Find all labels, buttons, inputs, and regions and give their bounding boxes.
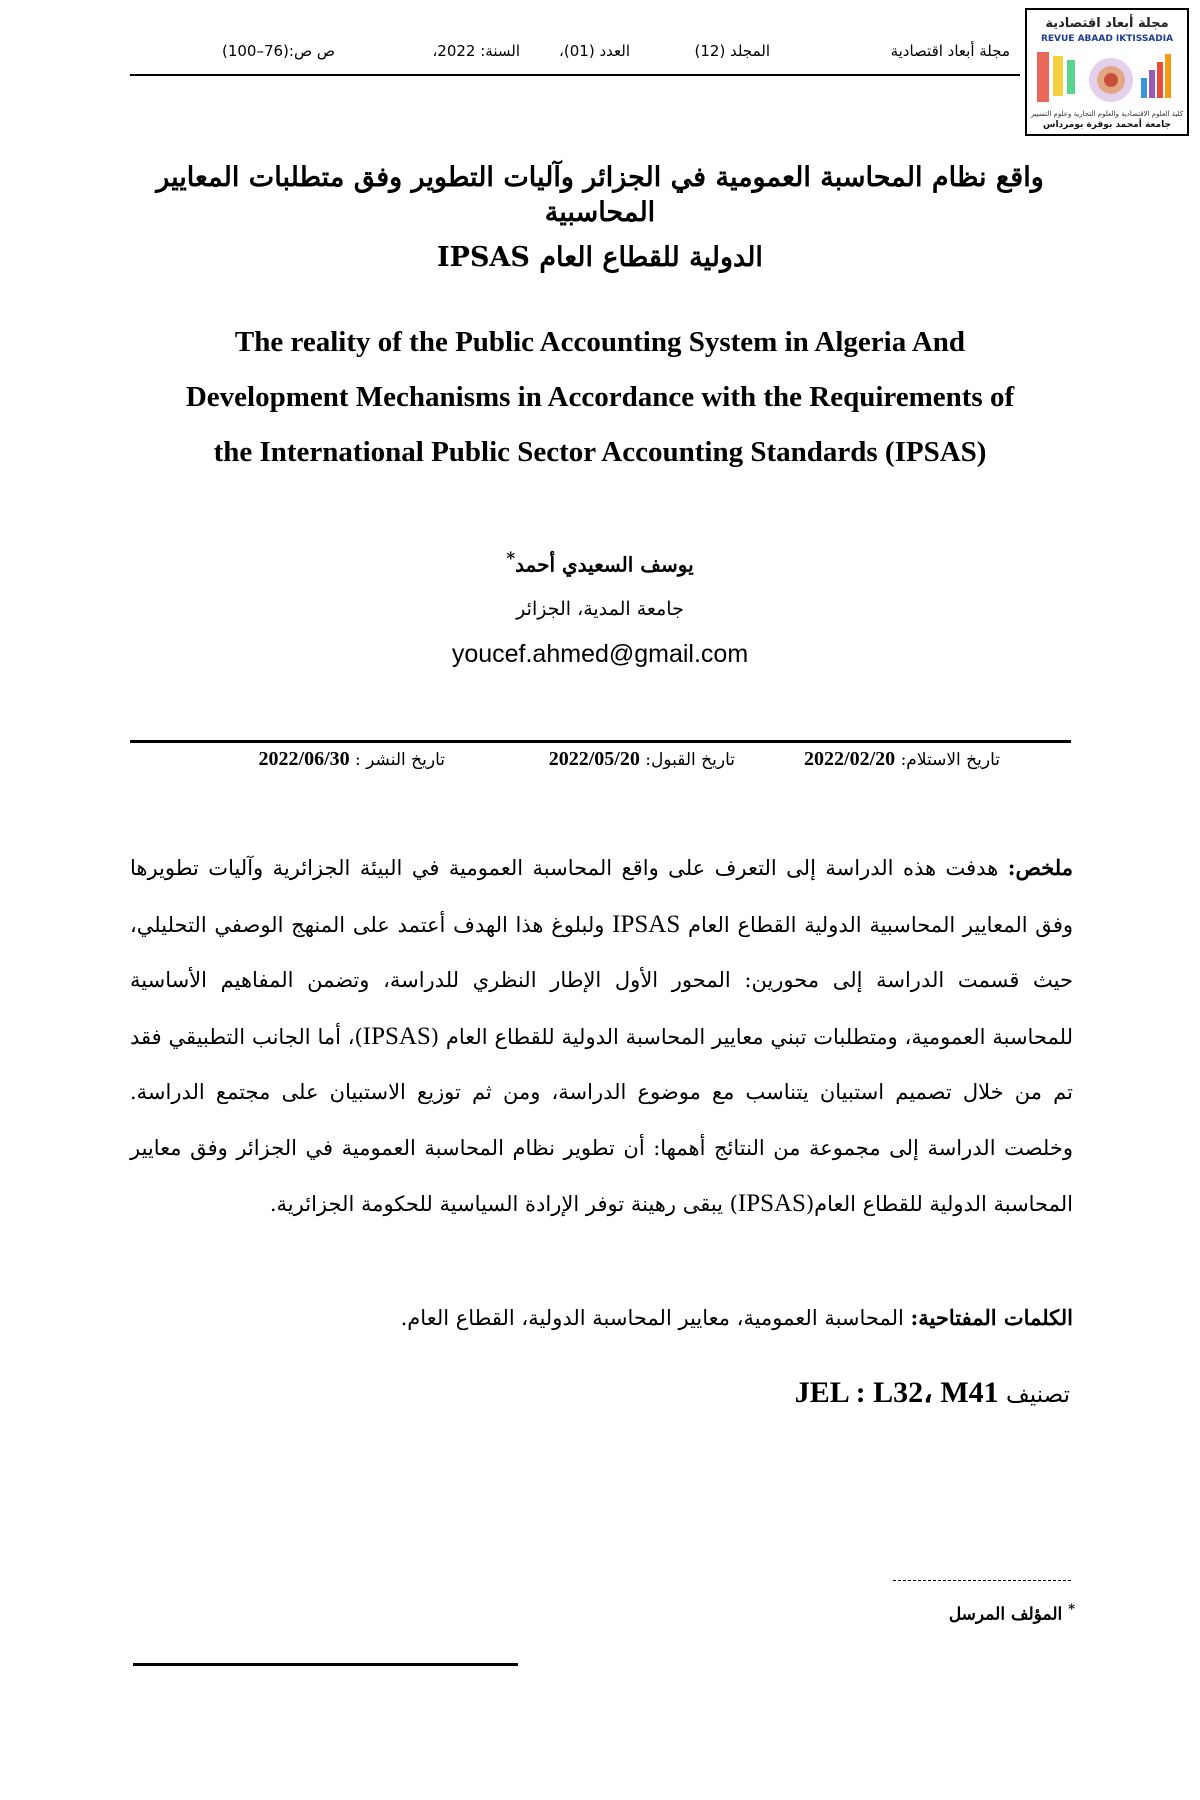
accepted-label: تاريخ القبول: [645, 750, 735, 770]
author-name [0, 548, 1200, 577]
title-ar-line2: الدولية للقطاع العام IPSAS [437, 242, 763, 273]
logo-title-en: REVUE ABAAD IKTISSADIA [1040, 34, 1174, 44]
title-en-line2: Development Mechanisms in Accordance with the Requirements of [185, 381, 1015, 413]
accepted-date [549, 748, 735, 771]
footnote-text: المؤلف المرسل [948, 1604, 1063, 1625]
abstract-label: ملخص: [1007, 855, 1073, 880]
abstract-code-2: IPSAS [362, 1022, 431, 1050]
journal-issue: العدد (01)، [559, 42, 630, 60]
received-date [804, 748, 1000, 771]
published-date [259, 748, 445, 771]
footnote-dashes [893, 1580, 1071, 1581]
abstract-text-3: )، أما الجانب التطبيقي فقد تم من خلال تصميم استبيان يتناسب مع موضوع الدراسة، ومن ثم توزيع الاستبيان على مجتمع الدراسة. وخلصت الدراسة إلى مجموعة من النتائج أهمها: أن تطوير نظام المحاسبة العمومية في الجزائر وفق معايير المحاسبة الدولية للقطاع العام( [130, 1024, 1073, 1216]
journal-logo [1025, 8, 1189, 136]
author-name-text: يوسف السعيدي أحمد [515, 552, 694, 577]
jel-classification [680, 1375, 1070, 1410]
abstract-text-4: ) يبقى رهينة توفر الإرادة السياسية للحكومة الجزائرية. [269, 1192, 738, 1216]
published-value: 2022/06/30 [258, 748, 350, 770]
title-ar-line1: واقع نظام المحاسبة العمومية في الجزائر وآليات التطوير وفق متطلبات المعايير المحاسبية [156, 162, 1044, 229]
abstract-text-1: هدفت هذه الدراسة إلى التعرف على واقع المحاسبة العمومية في البيئة الجزائرية وآليات تطويرها وفق المعايير المحاسبية الدولية القطاع العام [130, 856, 1073, 937]
jel-codes: JEL : L32، M41 [794, 1376, 999, 1409]
keywords-label: الكلمات المفتاحية: [910, 1305, 1073, 1330]
logo-graphic-icon [1033, 48, 1183, 108]
dates-rule [130, 740, 1071, 743]
abstract-text-2: ولبلوغ هذا الهدف أعتمد على المنهج الوصفي التحليلي، حيث قسمت الدراسة إلى محورين: المحور الأول الإطار النظري للدراسة، وتضمن المفاهيم الأساسية للمحاسبة العمومية، ومتطلبات تبني معايير المحاسبة الدولية للقطاع العام ( [130, 912, 1073, 1049]
author-email: youcef.ahmed@gmail.com [451, 640, 749, 668]
logo-university: جامعة أمحمد بوقرة بومرداس [1043, 120, 1171, 130]
journal-name: مجلة أبعاد اقتصادية [890, 42, 1010, 60]
keywords [130, 1305, 1073, 1330]
abstract-code-1: IPSAS [612, 910, 681, 938]
abstract [130, 840, 1073, 1233]
received-value: 2022/02/20 [804, 748, 896, 770]
jel-label: تصنيف [1005, 1382, 1070, 1408]
accepted-value: 2022/05/20 [548, 748, 640, 770]
footnote-marker: * [1068, 1602, 1075, 1617]
header-rule [130, 74, 1020, 76]
journal-pages: ص ص:(76–100) [221, 42, 335, 60]
keywords-text: المحاسبة العمومية، معايير المحاسبة الدولية، القطاع العام. [400, 1306, 911, 1330]
title-en-line1: The reality of the Public Accounting System in Algeria And [234, 326, 966, 358]
received-label: تاريخ الاستلام: [900, 750, 1000, 770]
footnote-rule [133, 1663, 518, 1666]
journal-year: السنة: 2022، [432, 42, 520, 60]
footnote [880, 1602, 1075, 1625]
title-en-line3: the International Public Sector Accounting Standards (IPSAS) [213, 436, 987, 468]
logo-faculty: كلية العلوم الاقتصادية والعلوم التجارية وعلوم التسيير [1030, 110, 1184, 118]
logo-title-ar: مجلة أبعاد اقتصادية [1045, 16, 1169, 31]
journal-volume: المجلد (12) [694, 42, 770, 60]
published-label: تاريخ النشر : [355, 750, 445, 770]
author-marker: * [506, 548, 516, 568]
author-affiliation: جامعة المدية، الجزائر [516, 598, 684, 620]
abstract-code-3: IPSAS [737, 1190, 806, 1217]
